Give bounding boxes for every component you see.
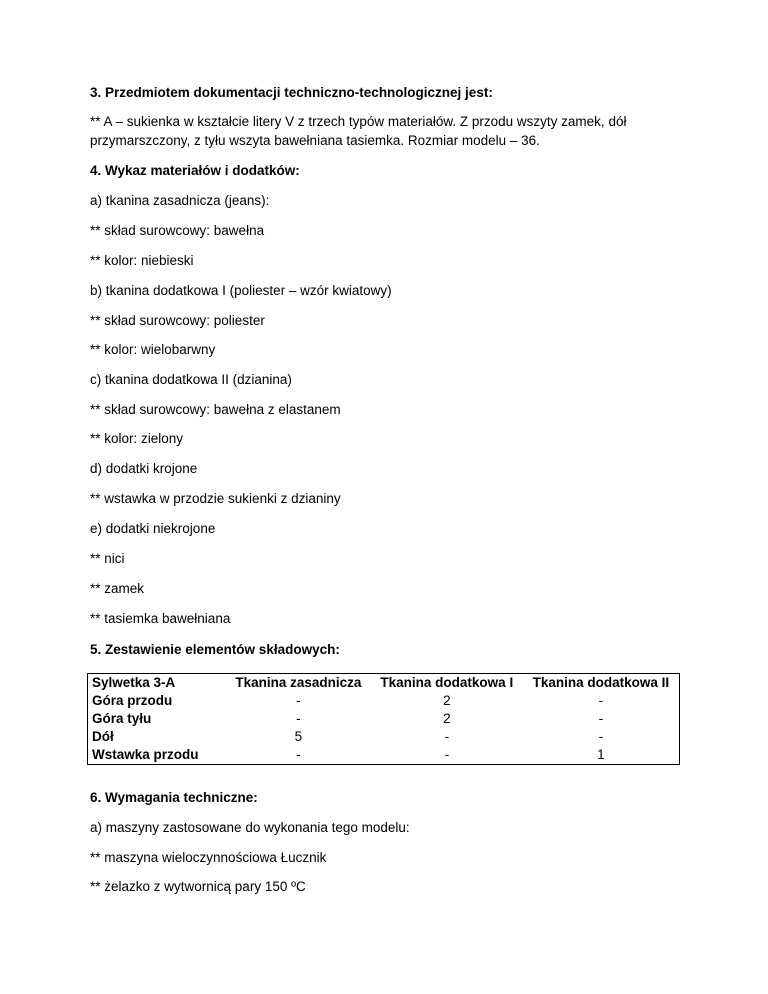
table-cell: 1 bbox=[597, 747, 605, 762]
table-row bbox=[88, 728, 680, 746]
material-line: b) tkanina dodatkowa I (poliester – wzór kwiatowy) bbox=[90, 283, 392, 298]
table-cell: - bbox=[444, 729, 450, 744]
material-line: e) dodatki niekrojone bbox=[90, 521, 216, 536]
material-line: ** tasiemka bawełniana bbox=[90, 611, 231, 626]
table-header-cell: Tkanina dodatkowa II bbox=[532, 675, 670, 690]
table-cell: Góra przodu bbox=[92, 693, 173, 708]
table-cell: 5 bbox=[294, 729, 303, 744]
material-line: a) tkanina zasadnicza (jeans): bbox=[90, 193, 270, 208]
table-row bbox=[88, 710, 680, 728]
section-6-heading: 6. Wymagania techniczne: bbox=[90, 790, 258, 805]
section-3-paragraph-line-1: ** A – sukienka w kształcie litery V z trzech typów materiałów. Z przodu wszyty zamek, dół bbox=[90, 114, 627, 129]
requirement-line: ** maszyna wieloczynnościowa Łucznik bbox=[90, 850, 327, 865]
table-cell: - bbox=[598, 693, 604, 708]
material-line: d) dodatki krojone bbox=[90, 461, 198, 476]
table-cell: Góra tyłu bbox=[92, 711, 152, 726]
material-line: ** nici bbox=[90, 551, 125, 566]
requirement-line: ** żelazko z wytwornicą pary 150 ºC bbox=[90, 879, 306, 894]
table-cell: 2 bbox=[443, 693, 451, 708]
table-cell: 2 bbox=[443, 711, 451, 726]
table-header-cell: Tkanina dodatkowa I bbox=[380, 675, 514, 690]
material-line: ** skład surowcowy: bawełna bbox=[90, 223, 265, 238]
table-cell: Wstawka przodu bbox=[92, 747, 199, 762]
table-header-row bbox=[88, 674, 680, 693]
material-line: ** kolor: wielobarwny bbox=[90, 342, 216, 357]
material-line: ** kolor: zielony bbox=[90, 431, 184, 446]
material-line: ** skład surowcowy: poliester bbox=[90, 313, 265, 328]
table-cell: - bbox=[598, 711, 604, 726]
section-4-heading: 4. Wykaz materiałów i dodatków: bbox=[90, 163, 300, 178]
table-cell: Dół bbox=[92, 729, 114, 744]
components-table bbox=[87, 673, 680, 765]
material-line: ** kolor: niebieski bbox=[90, 253, 194, 268]
section-5-heading: 5. Zestawienie elementów składowych: bbox=[90, 642, 340, 657]
material-line: ** zamek bbox=[90, 581, 145, 596]
section-3-paragraph-line-2: przymarszczony, z tyłu wszyta bawełniana tasiemka. Rozmiar modelu – 36. bbox=[90, 133, 540, 148]
material-line: ** skład surowcowy: bawełna z elastanem bbox=[90, 402, 341, 417]
table-cell: - bbox=[296, 747, 301, 762]
table-row bbox=[88, 692, 680, 710]
material-line: ** wstawka w przodzie sukienki z dzianiny bbox=[90, 491, 341, 506]
table-cell: - bbox=[296, 693, 301, 708]
table-header-cell: Tkanina zasadnicza bbox=[235, 675, 362, 690]
table-cell: - bbox=[598, 729, 604, 744]
material-line: c) tkanina dodatkowa II (dzianina) bbox=[90, 372, 292, 387]
table-cell: - bbox=[296, 711, 301, 726]
table-header-cell: Sylwetka 3-A bbox=[92, 675, 176, 690]
requirement-line: a) maszyny zastosowane do wykonania tego modelu: bbox=[90, 820, 410, 835]
section-3-heading: 3. Przedmiotem dokumentacji techniczno-technologicznej jest: bbox=[90, 85, 493, 100]
table-row bbox=[88, 746, 680, 765]
table-cell: - bbox=[444, 747, 450, 762]
